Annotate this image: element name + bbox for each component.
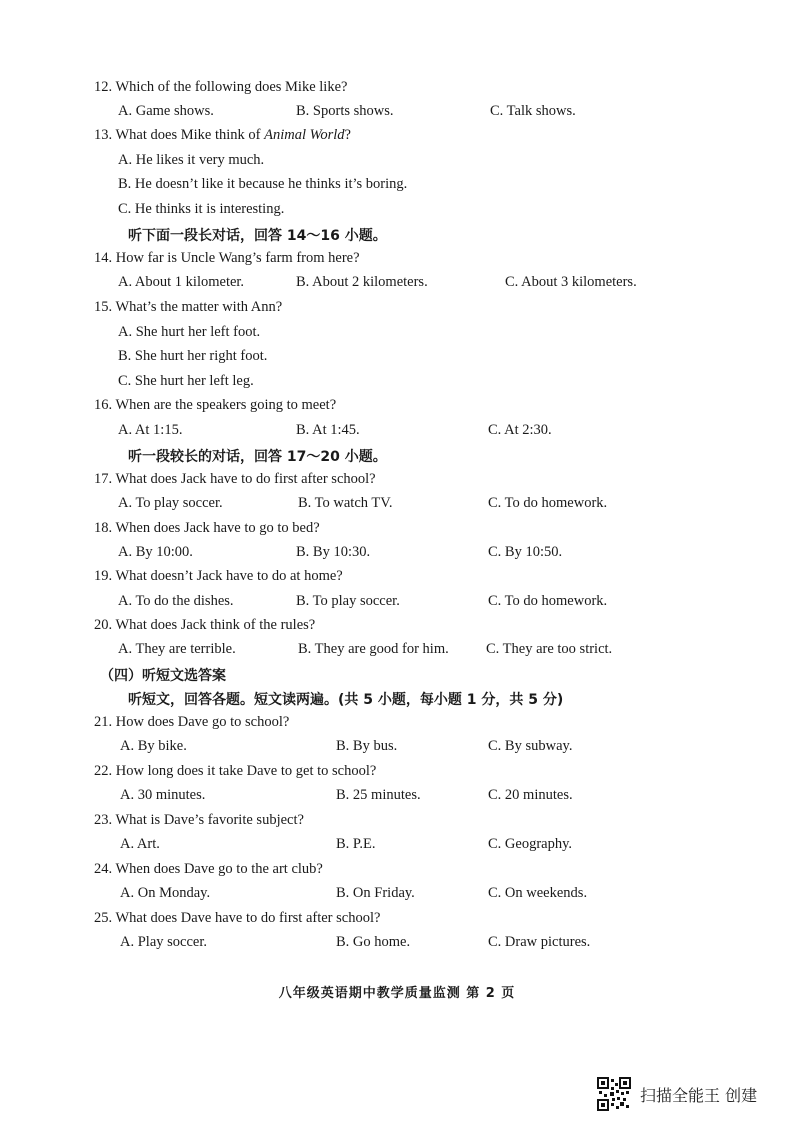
question-text: What’s the matter with Ann?	[115, 299, 283, 315]
option-b: B. She hurt her right foot.	[118, 348, 268, 364]
question-text: What does Jack think of the rules?	[115, 617, 316, 633]
option-c: C. About 3 kilometers.	[505, 274, 637, 290]
option-b: B. To watch TV.	[298, 495, 393, 511]
question-text: What is Dave’s favorite subject?	[115, 812, 304, 828]
option-c: C. On weekends.	[488, 885, 588, 901]
question-number: 18.	[94, 520, 113, 536]
option-b: B. Sports shows.	[296, 103, 394, 119]
part4-instructions: 听短文，回答各题。短文读两遍。(共 5 小题，每小题 1 分，共 5 分)	[128, 692, 564, 708]
option-b: B. By bus.	[336, 738, 398, 754]
question-number: 13.	[94, 127, 113, 143]
option-b: B. Go home.	[336, 934, 411, 950]
question-text: How does Dave go to school?	[115, 714, 290, 730]
scanner-label: 扫描全能王 创建	[640, 1086, 758, 1105]
question-19	[94, 568, 343, 585]
option-a: A. 30 minutes.	[120, 787, 206, 803]
option-a: A. Game shows.	[118, 103, 214, 119]
question-text: How long does it take Dave to get to school?	[115, 763, 377, 779]
question-number: 25.	[94, 910, 113, 926]
question-number: 21.	[94, 714, 113, 730]
question-text: What does Jack have to do first after school?	[115, 471, 376, 487]
option-b: B. They are good for him.	[298, 641, 449, 657]
question-25	[94, 910, 380, 927]
question-number: 24.	[94, 861, 113, 877]
option-b: B. He doesn’t like it because he thinks it’s boring.	[118, 176, 408, 192]
question-24	[94, 861, 323, 878]
question-text: Which of the following does Mike like?	[115, 79, 348, 95]
option-a: A. About 1 kilometer.	[118, 274, 245, 290]
question-text: How far is Uncle Wang’s farm from here?	[115, 250, 360, 266]
option-c: C. By 10:50.	[488, 544, 563, 560]
option-a: A. At 1:15.	[118, 422, 183, 438]
question-21	[94, 714, 289, 731]
option-b: B. P.E.	[336, 836, 376, 852]
question-23	[94, 812, 304, 829]
question-number: 22.	[94, 763, 113, 779]
option-a: A. To do the dishes.	[118, 593, 234, 609]
option-c: C. At 2:30.	[488, 422, 552, 438]
question-text: What does Dave have to do first after school?	[115, 910, 381, 926]
page-footer: 八年级英语期中教学质量监测 第 2 页	[278, 986, 516, 1001]
section-instruction-14-16: 听下面一段长对话，回答 14～16 小题。	[128, 228, 387, 244]
question-20	[94, 617, 315, 634]
question-text: When are the speakers going to meet?	[115, 397, 337, 413]
option-a: A. Play soccer.	[120, 934, 207, 950]
option-c: C. Geography.	[488, 836, 573, 852]
section-instruction-17-20: 听一段较长的对话，回答 17～20 小题。	[128, 449, 387, 465]
option-a: A. They are terrible.	[118, 641, 236, 657]
qr-code-icon	[597, 1077, 631, 1111]
option-b: B. By 10:30.	[296, 544, 371, 560]
question-number: 12.	[94, 79, 113, 95]
option-c: C. To do homework.	[488, 593, 608, 609]
question-number: 15.	[94, 299, 113, 315]
question-15	[94, 299, 282, 316]
option-c: C. By subway.	[488, 738, 573, 754]
question-16	[94, 397, 336, 414]
option-b: B. About 2 kilometers.	[296, 274, 428, 290]
option-b: B. At 1:45.	[296, 422, 360, 438]
option-c: C. He thinks it is interesting.	[118, 201, 285, 217]
option-c: C. She hurt her left leg.	[118, 373, 254, 389]
part4-title: （四）听短文选答案	[100, 668, 226, 684]
question-number: 14.	[94, 250, 113, 266]
option-a: A. Art.	[120, 836, 160, 852]
option-c: C. Talk shows.	[490, 103, 576, 119]
option-b: B. 25 minutes.	[336, 787, 421, 803]
question-17	[94, 471, 376, 488]
question-text: When does Jack have to go to bed?	[115, 520, 320, 536]
option-a: A. By 10:00.	[118, 544, 193, 560]
option-b: B. On Friday.	[336, 885, 415, 901]
option-c: C. Draw pictures.	[488, 934, 591, 950]
question-12	[94, 79, 347, 96]
question-14	[94, 250, 360, 267]
option-b: B. To play soccer.	[296, 593, 400, 609]
question-number: 17.	[94, 471, 113, 487]
question-number: 20.	[94, 617, 113, 633]
question-text: What does Mike think of Animal World?	[115, 127, 351, 143]
question-13	[94, 127, 351, 144]
question-number: 19.	[94, 568, 113, 584]
option-c: C. To do homework.	[488, 495, 608, 511]
option-c: C. They are too strict.	[486, 641, 613, 657]
option-a: A. On Monday.	[120, 885, 211, 901]
option-a: A. By bike.	[120, 738, 187, 754]
question-text: When does Dave go to the art club?	[115, 861, 323, 877]
option-a: A. To play soccer.	[118, 495, 223, 511]
question-number: 16.	[94, 397, 113, 413]
question-text: What doesn’t Jack have to do at home?	[115, 568, 343, 584]
option-c: C. 20 minutes.	[488, 787, 573, 803]
question-number: 23.	[94, 812, 113, 828]
question-18	[94, 520, 320, 537]
option-a: A. She hurt her left foot.	[118, 324, 261, 340]
option-a: A. He likes it very much.	[118, 152, 265, 168]
question-22	[94, 763, 376, 780]
